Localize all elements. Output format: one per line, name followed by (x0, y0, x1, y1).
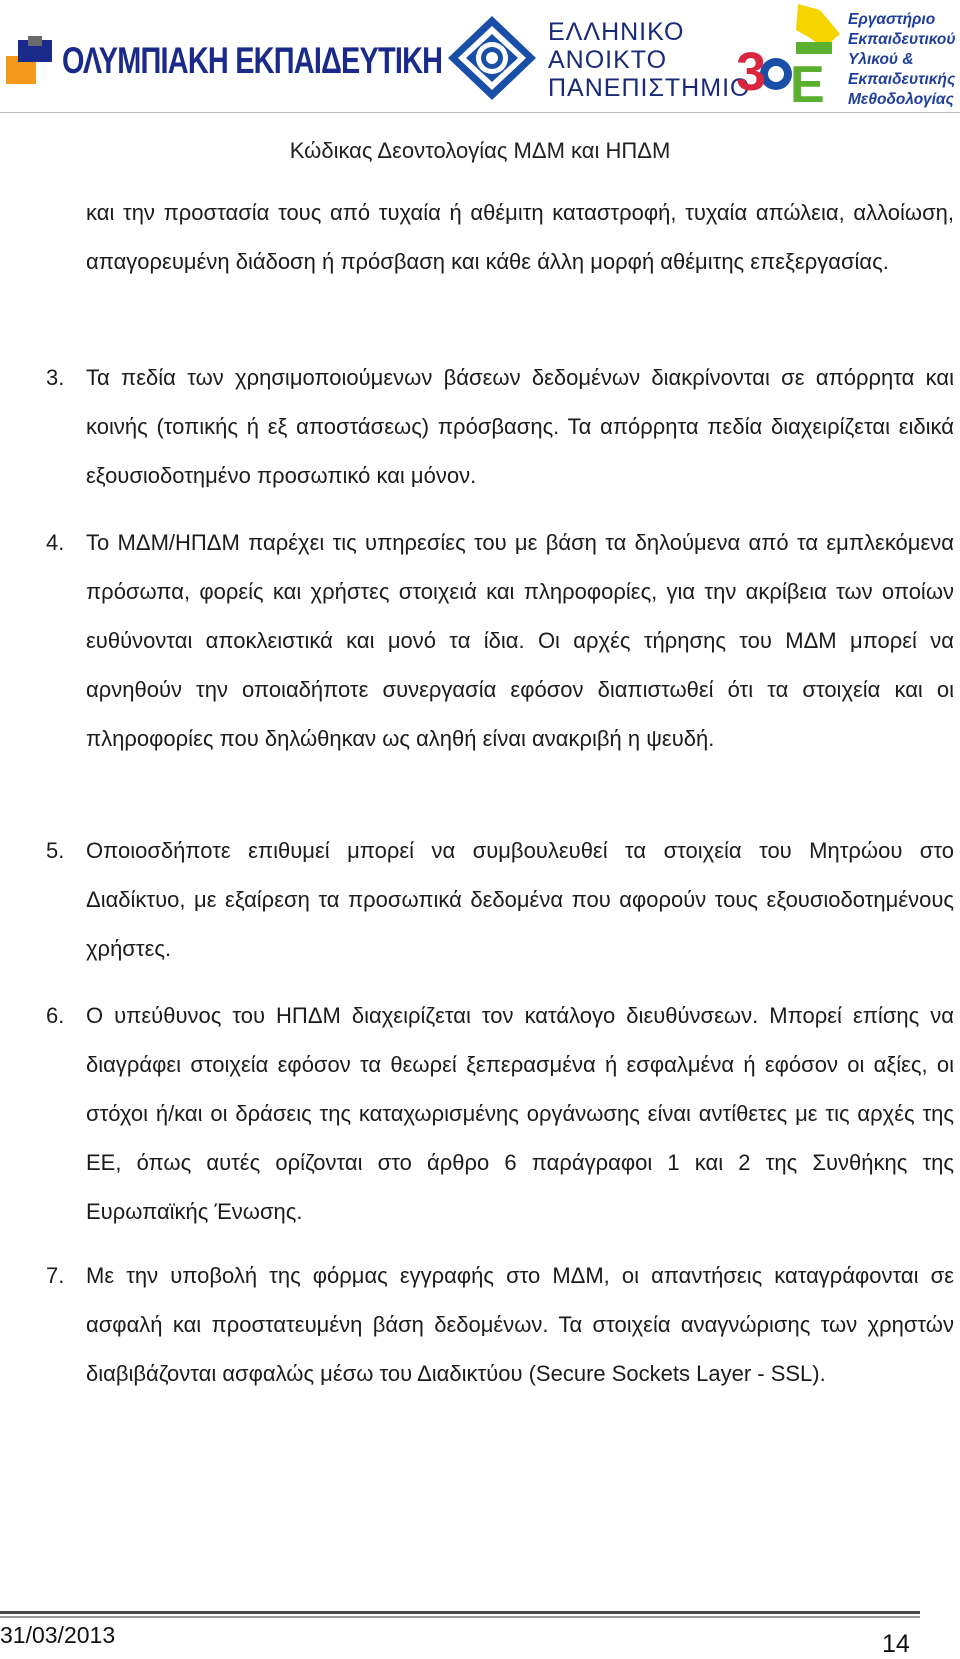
3em-emblem-icon (736, 4, 844, 108)
3em-lab-logo (736, 4, 960, 108)
3em-line-1: Εργαστήριο (848, 11, 936, 28)
3em-line-4: Εκπαιδευτικής (848, 71, 956, 88)
continuation-paragraph: και την προστασία τους από τυχαία ή αθέμιτη καταστροφή, τυχαία απώλεια, αλλοίωση, απαγορευμένη διάδοση ή πρόσβαση και κάθε άλλη μορφή αθέμιτης επεξεργασίας. (86, 200, 954, 274)
item-number-4: 4. (46, 530, 65, 555)
olympiaki-emblem-icon (4, 34, 56, 86)
page-header (0, 0, 960, 112)
3em-line-3: Υλικού & (848, 51, 914, 68)
3em-line-5: Μεθοδολογίας (848, 91, 954, 108)
3em-logo-text (848, 10, 956, 110)
footer-divider (0, 1611, 920, 1614)
item-text-6: Ο υπεύθυνος του ΗΠΔΜ διαχειρίζεται τον κατάλογο διευθύνσεων. Μπορεί επίσης να διαγράφει στοιχεία εφόσον τα θεωρεί ξεπερασμένα ή εσφαλμένα ή εφόσον οι αξίες, οι στόχοι ή/και οι δράσεις της καταχωρισμένης οργάνωσης είναι αντίθετες με τις αρχές της ΕΕ, όπως αυτές ορίζονται στο άρθρο 6 παράγραφοι 1 και 2 της Συνθήκης της Ευρωπαϊκής Ένωσης. (86, 1003, 954, 1224)
item-text-4: Το ΜΔΜ/ΗΠΔΜ παρέχει τις υπηρεσίες του με βάση τα δηλούμενα από τα εμπλεκόμενα πρόσωπα, φορείς και χρήστες στοιχειά και πληροφορίες, για την ακρίβεια των οποίων ευθύνονται αποκλειστικά και μονό τα ίδια. Οι αρχές τήρησης του ΜΔΜ μπορεί να αρνηθούν την οποιαδήποτε συνεργασία εφόσον διαπιστωθεί ότι τα στοιχεία και οι πληροφορίες που δηλώθηκαν ως αληθή είναι ανακριβή η ψευδή. (86, 530, 954, 751)
footer-divider-secondary (0, 1616, 920, 1618)
eap-logo-text (548, 18, 750, 102)
olympiaki-logo-text: ΟΛΥΜΠΙΑΚΗ ΕΚΠΑΙΔΕΥΤΙΚΗ (62, 40, 443, 81)
3em-line-2: Εκπαιδευτικού (848, 31, 956, 48)
eap-line-3: ΠΑΝΕΠΙΣΤΗΜΙΟ (548, 74, 751, 102)
svg-text:Ε: Ε (790, 56, 825, 108)
item-text-7: Με την υποβολή της φόρμας εγγραφής στο ΜΔΜ, οι απαντήσεις καταγράφονται σε ασφαλή και προστατευμένη βάση δεδομένων. Τα στοιχεία αναγνώρισης των χρηστών διαβιβάζονται ασφαλώς μέσω του Διαδικτύου (Secure Sockets Layer - SSL). (86, 1263, 954, 1386)
eap-line-1: ΕΛΛΗΝΙΚΟ (548, 18, 685, 46)
item-text-3: Τα πεδία των χρησιμοποιούμενων βάσεων δεδομένων διακρίνονται σε απόρρητα και κοινής (τοπικής ή εξ αποστάσεως) πρόσβασης. Τα απόρρητα πεδία διαχειρίζεται ειδικά εξουσιοδοτημένο προσωπικό και μόνον. (86, 365, 954, 488)
item-number-7: 7. (46, 1263, 65, 1288)
item-number-5: 5. (46, 838, 65, 863)
eap-emblem-icon (446, 14, 538, 102)
item-text-5: Οποιοσδήποτε επιθυμεί μπορεί να συμβουλευθεί τα στοιχεία του Μητρώου στο Διαδίκτυο, με εξαίρεση τα προσωπικά δεδομένα που αφορούν τους εξουσιοδοτημένους χρήστες. (86, 838, 954, 961)
footer-date: 31/03/2013 (0, 1622, 116, 1648)
item-number-6: 6. (46, 1003, 65, 1028)
olympiaki-logo (4, 30, 443, 92)
page-number: 14 (882, 1630, 910, 1658)
running-title: Κώδικας Δεοντολογίας ΜΔΜ και ΗΠΔΜ (289, 138, 671, 163)
item-number-3: 3. (46, 365, 65, 390)
header-divider (0, 112, 960, 113)
eap-line-2: ΑΝΟΙΚΤΟ (548, 46, 668, 74)
eap-logo (446, 14, 751, 104)
svg-text:3: 3 (736, 42, 767, 102)
